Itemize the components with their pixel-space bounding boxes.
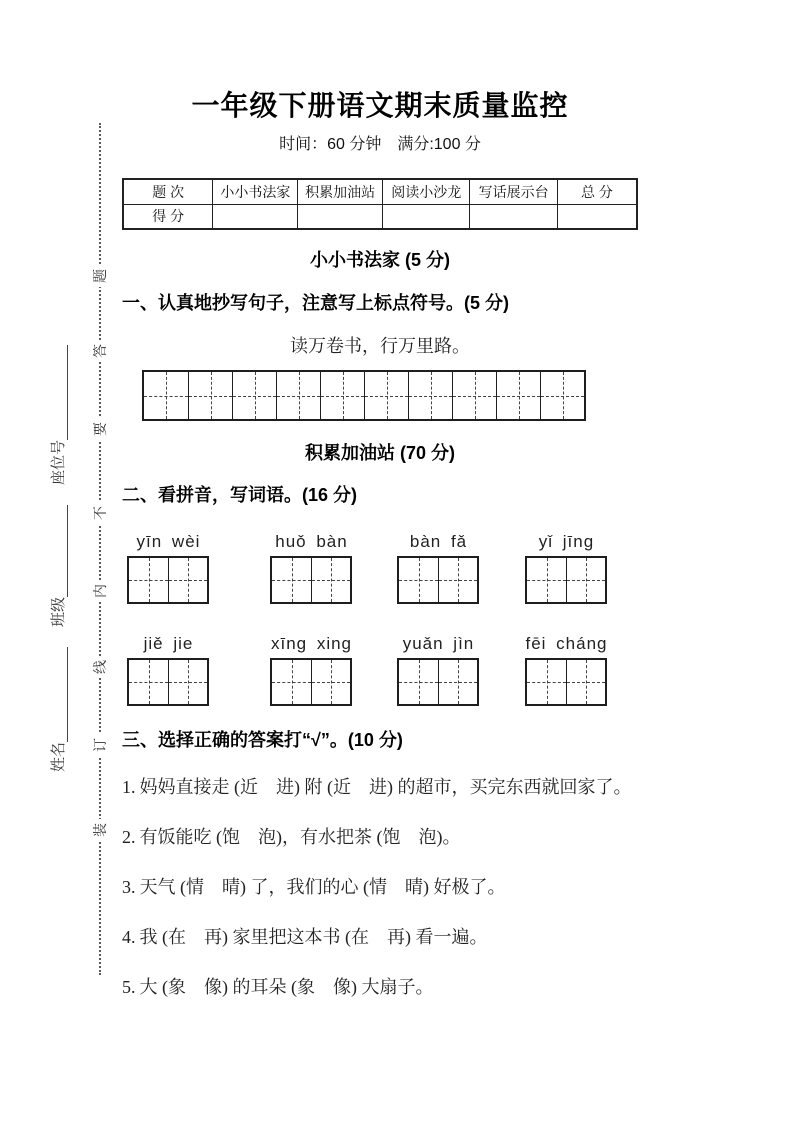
pinyin-group <box>397 531 480 607</box>
grid-cell <box>540 372 584 419</box>
score-table-header-row <box>123 179 637 204</box>
section-heading-calligraphy: 小小书法家 (5 分) <box>309 250 450 270</box>
grid-cell <box>452 372 496 419</box>
grid-cell <box>364 372 408 419</box>
item-text: 我 (在 再) 家里把这本书 (在 再) 看一遍。 <box>139 927 488 947</box>
score-cell <box>298 204 383 229</box>
binding-dotted-line <box>99 123 101 975</box>
binding-char: 订 <box>89 734 111 756</box>
grid-cell <box>438 660 477 704</box>
grid-cell <box>438 558 477 602</box>
name-field-label: 姓名 <box>50 741 67 772</box>
pinyin-writing-grid <box>397 556 479 604</box>
score-table-score-row <box>123 204 637 229</box>
grid-cell <box>311 660 350 704</box>
grid-cell <box>527 660 566 704</box>
table-header-cell: 小小书法家 <box>213 179 298 204</box>
grid-cell <box>188 372 232 419</box>
choice-items <box>122 774 638 1000</box>
score-cell <box>213 204 298 229</box>
seat-number-field-label: 座位号 <box>50 439 67 485</box>
pinyin-row <box>127 633 638 709</box>
table-header-cell: 总 分 <box>557 179 637 204</box>
choice-item <box>122 774 638 800</box>
grid-cell <box>399 660 438 704</box>
copy-sentence: 读万卷书，行万里路。 <box>290 336 470 356</box>
pinyin-label: yīn wèi <box>136 532 201 551</box>
item-number: 3. <box>122 877 136 897</box>
grid-cell <box>276 372 320 419</box>
binding-char: 题 <box>89 265 111 287</box>
pinyin-writing-grid <box>525 658 607 706</box>
choice-item <box>122 924 638 950</box>
section-heading-accumulation: 积累加油站 (70 分) <box>304 443 455 463</box>
item-text: 有饭能吃 (饱 泡)，有水把茶 (饱 泡)。 <box>139 827 461 847</box>
binding-char: 装 <box>89 819 111 841</box>
pinyin-label: yuǎn jìn <box>402 634 475 653</box>
score-cell <box>383 204 470 229</box>
pinyin-group <box>127 633 210 709</box>
pinyin-group <box>397 633 480 709</box>
binding-char: 线 <box>89 656 111 678</box>
student-info-strip <box>42 320 68 772</box>
grid-cell <box>272 558 311 602</box>
item-text: 天气 (情 晴) 了，我们的心 (情 晴) 好极了。 <box>139 877 506 897</box>
score-cell <box>470 204 557 229</box>
class-field-label: 班级 <box>50 596 67 627</box>
pinyin-writing-grid <box>397 658 479 706</box>
grid-cell <box>566 558 605 602</box>
exam-info: 时间：60 分钟 满分:100 分 <box>279 136 481 153</box>
page-title: 一年级下册语文期末质量监控 <box>191 90 569 121</box>
score-table <box>122 178 638 230</box>
item-text: 大 (象 像) 的耳朵 (象 像) 大扇子。 <box>139 977 434 997</box>
binding-char: 答 <box>89 340 111 362</box>
question-2-title: 二、看拼音，写词语。(16 分) <box>122 485 358 505</box>
grid-cell <box>272 660 311 704</box>
score-row-label: 得 分 <box>123 204 213 229</box>
binding-char: 内 <box>89 580 111 602</box>
binding-char: 要 <box>89 418 111 440</box>
pinyin-group <box>525 633 608 709</box>
pinyin-group <box>270 531 353 607</box>
grid-cell <box>408 372 452 419</box>
grid-cell <box>311 558 350 602</box>
table-header-cell: 写话展示台 <box>470 179 557 204</box>
pinyin-label: yǐ jīng <box>538 532 595 551</box>
item-text: 妈妈直接走 (近 进) 附 (近 进) 的超市，买完东西就回家了。 <box>139 777 632 797</box>
score-cell <box>557 204 637 229</box>
table-header-cell: 阅读小沙龙 <box>383 179 470 204</box>
choice-item <box>122 974 638 1000</box>
grid-cell <box>496 372 540 419</box>
grid-cell <box>527 558 566 602</box>
seat-number-field-blank <box>52 345 68 440</box>
pinyin-label: huǒ bàn <box>275 532 348 551</box>
item-number: 5. <box>122 977 136 997</box>
grid-cell <box>129 558 168 602</box>
exam-paper <box>122 0 638 1024</box>
question-1-title: 一、认真地抄写句子，注意写上标点符号。(5 分) <box>122 293 509 313</box>
grid-cell <box>232 372 276 419</box>
grid-cell <box>168 558 207 602</box>
pinyin-label: bàn fǎ <box>409 532 468 551</box>
grid-cell <box>566 660 605 704</box>
grid-cell <box>320 372 364 419</box>
pinyin-writing-grid <box>127 556 209 604</box>
table-header-cell: 题 次 <box>123 179 213 204</box>
class-field-blank <box>52 505 68 597</box>
pinyin-group <box>270 633 353 709</box>
grid-cell <box>168 660 207 704</box>
pinyin-label: fēi cháng <box>525 634 608 653</box>
pinyin-label: xīng xing <box>270 634 353 653</box>
pinyin-writing-grid <box>127 658 209 706</box>
grid-cell <box>129 660 168 704</box>
pinyin-writing-grid <box>525 556 607 604</box>
pinyin-group <box>127 531 210 607</box>
pinyin-group <box>525 531 608 607</box>
grid-cell <box>399 558 438 602</box>
item-number: 4. <box>122 927 136 947</box>
pinyin-label: jiě jie <box>143 634 194 653</box>
pinyin-row <box>127 531 638 607</box>
item-number: 2. <box>122 827 136 847</box>
name-field-blank <box>52 647 68 742</box>
grid-cell <box>144 372 188 419</box>
binding-char: 不 <box>89 502 111 524</box>
table-header-cell: 积累加油站 <box>298 179 383 204</box>
pinyin-writing-grid <box>270 556 352 604</box>
writing-grid-row <box>142 370 586 421</box>
choice-item <box>122 824 638 850</box>
item-number: 1. <box>122 777 136 797</box>
pinyin-writing-grid <box>270 658 352 706</box>
choice-item <box>122 874 638 900</box>
question-3-title: 三、选择正确的答案打“√”。(10 分) <box>122 730 403 750</box>
